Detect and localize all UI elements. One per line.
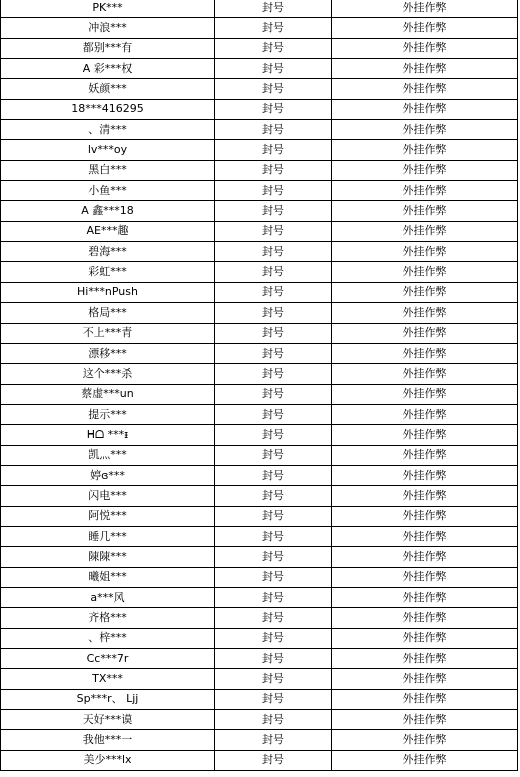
ban-table-body: [1, 0, 518, 771]
penalty-cell: 封号: [215, 730, 332, 750]
reason-cell: 外挂作弊: [332, 506, 518, 526]
penalty-cell: 封号: [215, 79, 332, 99]
player-name-cell: lv***oy: [1, 140, 215, 160]
reason-cell: 外挂作弊: [332, 608, 518, 628]
penalty-cell: 封号: [215, 140, 332, 160]
player-name-cell: TX***: [1, 669, 215, 689]
reason-cell: 外挂作弊: [332, 0, 518, 18]
reason-cell: 外挂作弊: [332, 384, 518, 404]
reason-cell: 外挂作弊: [332, 323, 518, 343]
player-name-cell: 婷ɞ***: [1, 465, 215, 485]
penalty-cell: 封号: [215, 710, 332, 730]
table-row: [1, 262, 518, 282]
penalty-cell: 封号: [215, 649, 332, 669]
table-row: [1, 506, 518, 526]
reason-cell: 外挂作弊: [332, 628, 518, 648]
reason-cell: 外挂作弊: [332, 201, 518, 221]
penalty-cell: 封号: [215, 323, 332, 343]
reason-cell: 外挂作弊: [332, 364, 518, 384]
reason-cell: 外挂作弊: [332, 649, 518, 669]
penalty-cell: 封号: [215, 181, 332, 201]
reason-cell: 外挂作弊: [332, 221, 518, 241]
table-row: [1, 18, 518, 38]
player-name-cell: A 彩***权: [1, 59, 215, 79]
player-name-cell: 碧海***: [1, 242, 215, 262]
table-row: [1, 384, 518, 404]
player-name-cell: Sp***r、 Ljj: [1, 689, 215, 709]
player-name-cell: 、梓***: [1, 628, 215, 648]
reason-cell: 外挂作弊: [332, 587, 518, 607]
reason-cell: 外挂作弊: [332, 445, 518, 465]
table-row: [1, 730, 518, 750]
penalty-cell: 封号: [215, 628, 332, 648]
player-name-cell: 闪电***: [1, 486, 215, 506]
table-row: [1, 587, 518, 607]
player-name-cell: 齐格***: [1, 608, 215, 628]
reason-cell: 外挂作弊: [332, 689, 518, 709]
player-name-cell: 睡几***: [1, 526, 215, 546]
player-name-cell: a***风: [1, 587, 215, 607]
table-row: [1, 201, 518, 221]
reason-cell: 外挂作弊: [332, 343, 518, 363]
reason-cell: 外挂作弊: [332, 303, 518, 323]
player-name-cell: 美少***lx: [1, 750, 215, 770]
table-row: [1, 181, 518, 201]
penalty-cell: 封号: [215, 201, 332, 221]
penalty-cell: 封号: [215, 303, 332, 323]
penalty-cell: 封号: [215, 750, 332, 770]
table-row: [1, 669, 518, 689]
penalty-cell: 封号: [215, 669, 332, 689]
table-row: [1, 689, 518, 709]
player-name-cell: 黑白***: [1, 160, 215, 180]
table-row: [1, 526, 518, 546]
table-row: [1, 120, 518, 140]
reason-cell: 外挂作弊: [332, 404, 518, 424]
player-name-cell: 漂移***: [1, 343, 215, 363]
reason-cell: 外挂作弊: [332, 120, 518, 140]
table-row: [1, 343, 518, 363]
reason-cell: 外挂作弊: [332, 140, 518, 160]
table-row: [1, 160, 518, 180]
table-row: [1, 465, 518, 485]
player-name-cell: 冲浪***: [1, 18, 215, 38]
penalty-cell: 封号: [215, 38, 332, 58]
table-row: [1, 282, 518, 302]
table-row: [1, 99, 518, 119]
reason-cell: 外挂作弊: [332, 242, 518, 262]
player-name-cell: 格局***: [1, 303, 215, 323]
penalty-cell: 封号: [215, 120, 332, 140]
table-row: [1, 323, 518, 343]
table-row: [1, 649, 518, 669]
player-name-cell: 天好***谟: [1, 710, 215, 730]
reason-cell: 外挂作弊: [332, 262, 518, 282]
reason-cell: 外挂作弊: [332, 99, 518, 119]
player-name-cell: 阿悦***: [1, 506, 215, 526]
reason-cell: 外挂作弊: [332, 750, 518, 770]
player-name-cell: 18***416295: [1, 99, 215, 119]
reason-cell: 外挂作弊: [332, 181, 518, 201]
reason-cell: 外挂作弊: [332, 79, 518, 99]
player-name-cell: 不上***青: [1, 323, 215, 343]
penalty-cell: 封号: [215, 526, 332, 546]
reason-cell: 外挂作弊: [332, 38, 518, 58]
player-name-cell: 小鱼***: [1, 181, 215, 201]
player-name-cell: 提示***: [1, 404, 215, 424]
reason-cell: 外挂作弊: [332, 669, 518, 689]
player-name-cell: Cc***7r: [1, 649, 215, 669]
penalty-cell: 封号: [215, 59, 332, 79]
player-name-cell: 蔡虚***un: [1, 384, 215, 404]
penalty-cell: 封号: [215, 364, 332, 384]
player-name-cell: 这个***杀: [1, 364, 215, 384]
player-name-cell: AE***趣: [1, 221, 215, 241]
player-name-cell: 曦姐***: [1, 567, 215, 587]
player-name-cell: ᕼᗝ ***ᵻ: [1, 425, 215, 445]
player-name-cell: 、清***: [1, 120, 215, 140]
table-row: [1, 425, 518, 445]
reason-cell: 外挂作弊: [332, 547, 518, 567]
reason-cell: 外挂作弊: [332, 59, 518, 79]
table-row: [1, 0, 518, 18]
table-row: [1, 547, 518, 567]
penalty-cell: 封号: [215, 425, 332, 445]
penalty-cell: 封号: [215, 18, 332, 38]
player-name-cell: PK***: [1, 0, 215, 18]
penalty-cell: 封号: [215, 587, 332, 607]
table-row: [1, 79, 518, 99]
table-row: [1, 59, 518, 79]
penalty-cell: 封号: [215, 486, 332, 506]
player-name-cell: 我他***一: [1, 730, 215, 750]
penalty-cell: 封号: [215, 221, 332, 241]
penalty-cell: 封号: [215, 567, 332, 587]
penalty-cell: 封号: [215, 99, 332, 119]
player-name-cell: A 鑫***18: [1, 201, 215, 221]
reason-cell: 外挂作弊: [332, 465, 518, 485]
penalty-cell: 封号: [215, 547, 332, 567]
reason-cell: 外挂作弊: [332, 486, 518, 506]
reason-cell: 外挂作弊: [332, 730, 518, 750]
reason-cell: 外挂作弊: [332, 18, 518, 38]
table-row: [1, 567, 518, 587]
penalty-cell: 封号: [215, 242, 332, 262]
reason-cell: 外挂作弊: [332, 526, 518, 546]
table-row: [1, 710, 518, 730]
penalty-cell: 封号: [215, 506, 332, 526]
penalty-cell: 封号: [215, 404, 332, 424]
table-row: [1, 303, 518, 323]
reason-cell: 外挂作弊: [332, 425, 518, 445]
penalty-cell: 封号: [215, 608, 332, 628]
penalty-cell: 封号: [215, 689, 332, 709]
penalty-cell: 封号: [215, 0, 332, 18]
player-name-cell: 妖颜***: [1, 79, 215, 99]
penalty-cell: 封号: [215, 160, 332, 180]
table-row: [1, 608, 518, 628]
penalty-cell: 封号: [215, 282, 332, 302]
table-row: [1, 628, 518, 648]
table-row: [1, 486, 518, 506]
table-row: [1, 404, 518, 424]
table-row: [1, 221, 518, 241]
table-row: [1, 38, 518, 58]
reason-cell: 外挂作弊: [332, 160, 518, 180]
table-row: [1, 364, 518, 384]
penalty-cell: 封号: [215, 262, 332, 282]
player-name-cell: 彩虹***: [1, 262, 215, 282]
player-name-cell: 凯灬***: [1, 445, 215, 465]
penalty-cell: 封号: [215, 465, 332, 485]
table-row: [1, 750, 518, 770]
table-row: [1, 242, 518, 262]
penalty-cell: 封号: [215, 384, 332, 404]
reason-cell: 外挂作弊: [332, 710, 518, 730]
penalty-cell: 封号: [215, 445, 332, 465]
reason-cell: 外挂作弊: [332, 282, 518, 302]
player-name-cell: 都别***有: [1, 38, 215, 58]
reason-cell: 外挂作弊: [332, 567, 518, 587]
table-row: [1, 445, 518, 465]
penalty-cell: 封号: [215, 343, 332, 363]
player-name-cell: 陳陳***: [1, 547, 215, 567]
player-name-cell: Hi***nPush: [1, 282, 215, 302]
table-row: [1, 140, 518, 160]
